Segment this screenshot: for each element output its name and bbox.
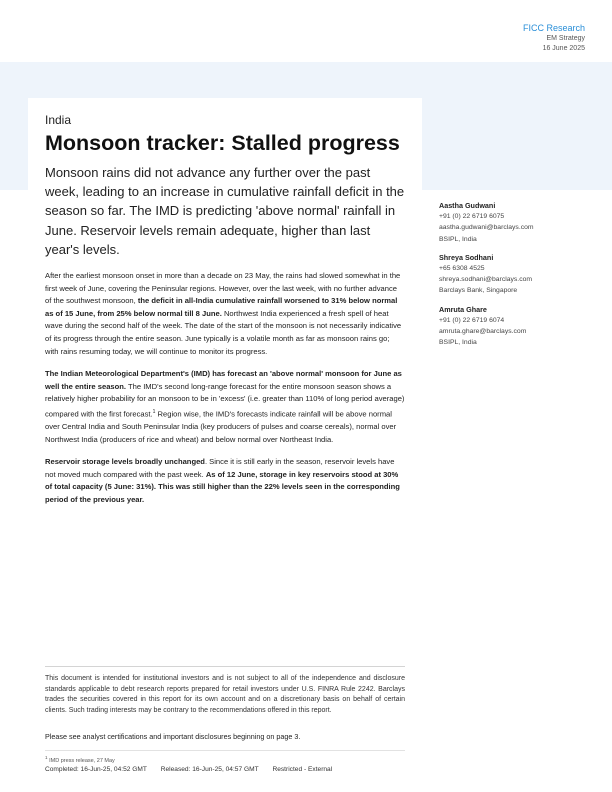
p3-bold-b: As of 12 June, storage in key reservoirs stood at 30% of total capacity (5 June: 31%). This was still higher than the 22% levels seen in the corresponding period of the previous year. <box>45 469 400 505</box>
report-date: 16 June 2025 <box>542 45 585 52</box>
p2-bold: The Indian Meteorological Department's (IMD) has forecast an 'above normal' monsoon for June as well the entire season. <box>45 369 402 391</box>
analyst-email[interactable]: shreya.sodhani@barclays.com <box>439 276 533 284</box>
analyst-card <box>439 252 589 297</box>
analyst-name: Amruta Ghare <box>439 304 487 314</box>
certifications-note[interactable]: Please see analyst certifications and important disclosures beginning on page 3. <box>45 732 301 741</box>
completed-time: Completed: 16-Jun-25, 04:52 GMT <box>45 766 147 773</box>
report-subtitle: Monsoon rains did not advance any further over the past week, leading to an increase in cumulative rainfall deficit in the season so far. The IMD is predicting 'above normal' rainfall in June. Reservoir levels remain adequate, higher than last year's levels. <box>45 165 405 257</box>
p3-bold-a: Reservoir storage levels broadly unchanged <box>45 457 205 467</box>
analyst-email[interactable]: aastha.gudwani@barclays.com <box>439 224 534 232</box>
division-label: FICC Research <box>522 23 585 33</box>
analyst-email[interactable]: amruta.ghare@barclays.com <box>439 328 527 336</box>
analyst-phone: +91 (0) 22 6719 6074 <box>439 316 505 324</box>
analyst-phone: +65 6308 4525 <box>439 264 485 272</box>
analyst-entity: BSIPL, India <box>439 235 477 243</box>
disclaimer-text: This document is intended for institutional investors and is not subject to all of the independence and disclosure standards applicable to debt research reports prepared for retail investors under U.S. FINRA Rule 2242. Barclays trades the securities covered in this report for its own account and on a discretionary basis on behalf of certain clients. Such trading interests may be contrary to the recommendations offered in this report. <box>45 675 405 714</box>
analyst-card <box>439 304 589 349</box>
p1-bold: the deficit in all-India cumulative rainfall worsened to 31% below normal as of 15 June, from 25% below normal till 8 June. <box>45 296 398 318</box>
p2-text-a: The IMD's second long-range forecast for the entire monsoon season shows a relatively higher probability for an monsoon to be in 'excess' (i.e. greater than 110% of long period average) compared with the first forecast. <box>45 381 405 419</box>
footnote-number: 1 <box>45 755 48 760</box>
paragraph-imd-forecast <box>45 368 405 446</box>
report-title: Monsoon tracker: Stalled progress <box>45 131 400 155</box>
footnote-text: IMD press release, 27 May <box>49 757 115 764</box>
footnote <box>45 755 115 764</box>
release-metadata <box>45 766 344 773</box>
p3-text: . Since it is still early in the season, reservoir levels have not moved much compared with the past week. <box>45 457 395 479</box>
analyst-card <box>439 200 589 245</box>
analyst-list <box>439 200 589 356</box>
team-label: EM Strategy <box>546 35 585 42</box>
analyst-entity: BSIPL, India <box>439 339 477 347</box>
footnote-divider <box>45 750 405 751</box>
released-time: Released: 16-Jun-25, 04:57 GMT <box>160 766 259 773</box>
analyst-name: Aastha Gudwani <box>439 201 496 210</box>
analyst-phone: +91 (0) 22 6719 6075 <box>439 213 505 220</box>
analyst-name: Shreya Sodhani <box>439 252 494 262</box>
footer-divider <box>45 666 405 667</box>
p1-text-a: After the earliest monsoon onset in more than a decade on 23 May, the rains had slowed somewhat in the first week of June, covering the Peninsular regions. However, over the last week, with no further advance of the southwest monsoon, <box>45 271 401 306</box>
p2-text-b: Region wise, the IMD's forecasts indicate rainfall will be above normal over Central India and South Peninsular India (key producers of pulses and coarse cereals), normal over Northwest India (producers of rice and wheat) and below normal over Northeast India. <box>45 409 397 444</box>
analyst-entity: Barclays Bank, Singapore <box>439 287 518 295</box>
country-label: India <box>45 113 72 127</box>
paragraph-rainfall <box>45 270 405 358</box>
report-header <box>523 22 585 54</box>
p1-text-b: Northwest India experienced a fresh spell of heat wave during the second half of the week. The date of the start of the monsoon is not necessarily indicative of its progress through the entire season. June typically is a volatile month as far as monsoon rains go; with rains resuming today, we will continue to monitor its progress. <box>45 308 402 356</box>
paragraph-reservoirs <box>45 456 405 506</box>
body-text <box>45 270 405 517</box>
classification-label: Restricted - External <box>272 766 333 773</box>
footnote-ref[interactable]: 1 <box>152 408 156 415</box>
